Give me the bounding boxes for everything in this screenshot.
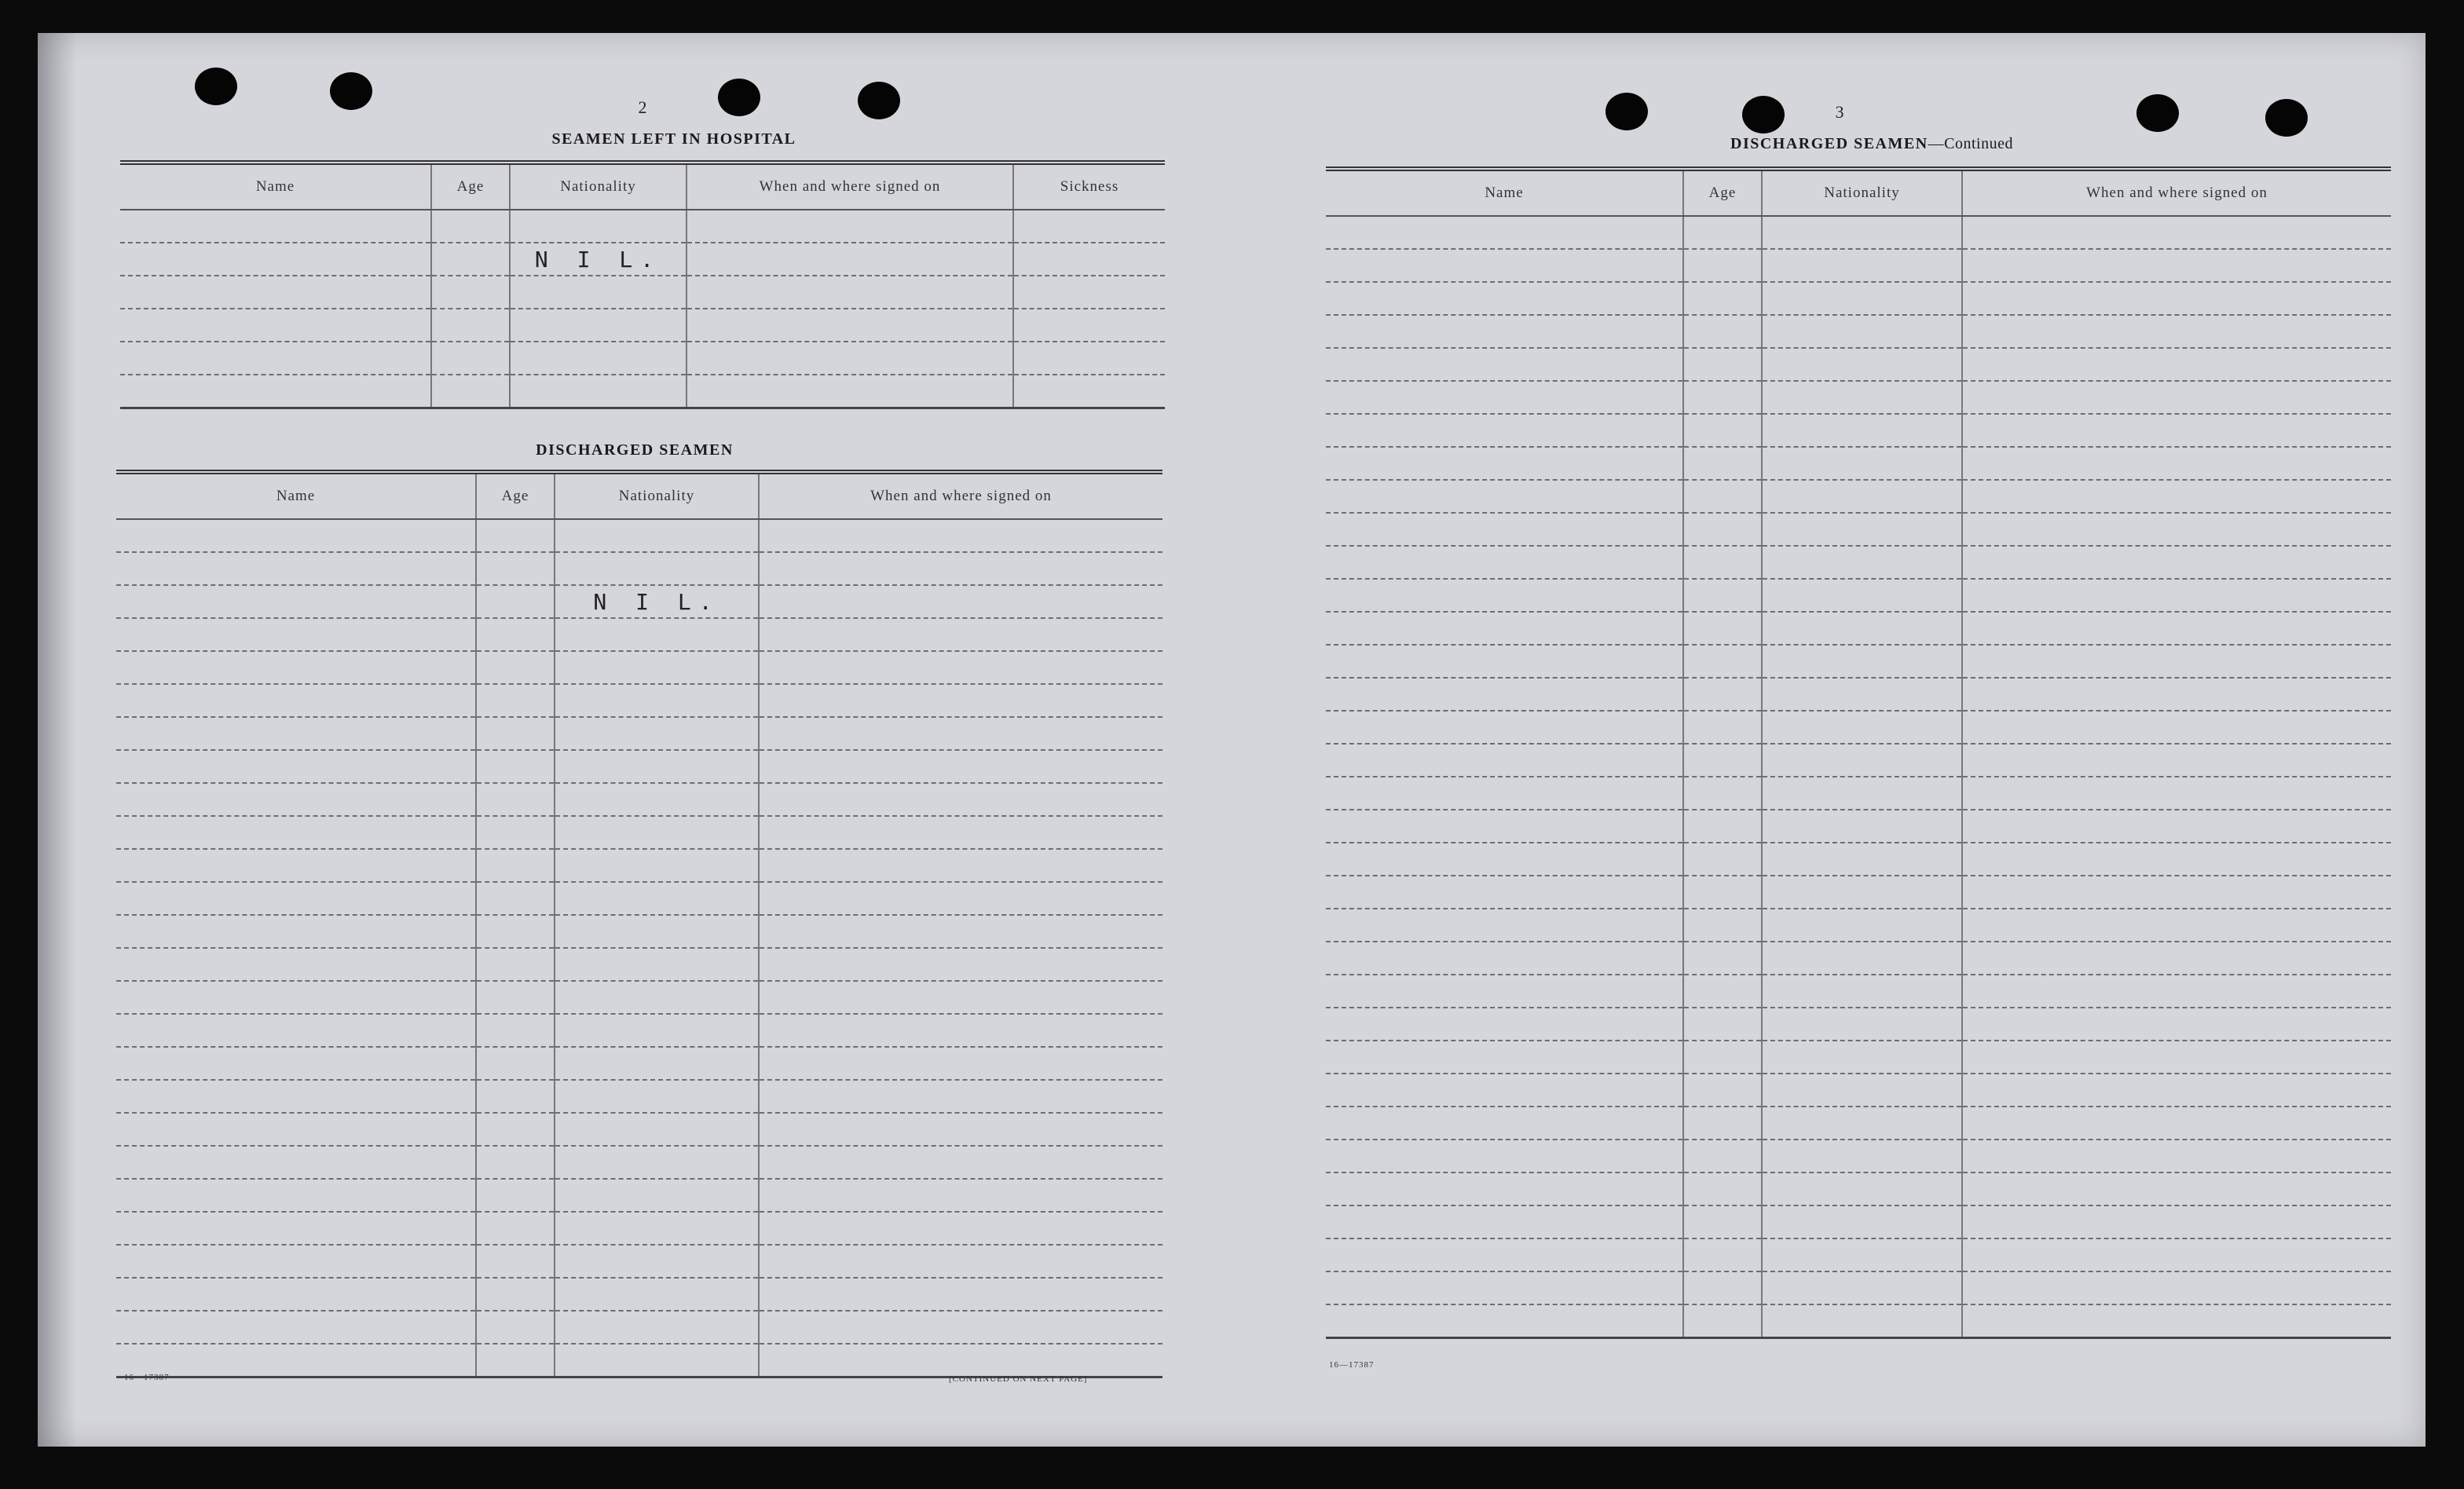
column-header-signed-on: When and where signed on — [1962, 169, 2391, 216]
punch-hole — [1605, 93, 1648, 130]
column-header-signed-on: When and where signed on — [686, 163, 1013, 210]
discharged-continued-title — [1530, 135, 2213, 153]
punch-hole — [858, 82, 900, 119]
column-header-age: Age — [431, 163, 510, 210]
column-header-age: Age — [476, 472, 555, 519]
column-header-name: Name — [116, 472, 476, 519]
page-edge-shadow — [38, 33, 77, 1447]
hospital-table — [120, 160, 1165, 409]
column-header-nationality: Nationality — [555, 472, 759, 519]
punch-hole — [718, 79, 760, 116]
form-number-right: 16—17387 — [1329, 1360, 1375, 1370]
punch-hole — [330, 72, 372, 110]
nil-entry: N I L. — [510, 243, 686, 276]
column-header-age: Age — [1683, 169, 1762, 216]
column-header-name: Name — [1326, 169, 1683, 216]
manifest-sheet — [38, 33, 2426, 1447]
discharged-table — [116, 470, 1162, 1378]
continued-note: [CONTINUED ON NEXT PAGE] — [949, 1374, 1088, 1384]
column-header-sickness: Sickness — [1013, 163, 1165, 210]
discharged-section-title: DISCHARGED SEAMEN — [536, 441, 734, 459]
column-header-name: Name — [120, 163, 431, 210]
nil-entry: N I L. — [555, 585, 759, 618]
page-number-left: 2 — [638, 97, 647, 117]
column-header-nationality: Nationality — [510, 163, 686, 210]
column-header-nationality: Nationality — [1762, 169, 1962, 216]
title-suffix: —Continued — [1928, 135, 2013, 152]
punch-hole — [1742, 96, 1785, 134]
punch-hole — [2265, 99, 2308, 137]
form-number-left: 16—17387 — [124, 1373, 170, 1382]
punch-hole — [195, 68, 237, 105]
column-header-signed-on: When and where signed on — [759, 472, 1162, 519]
punch-hole — [2136, 94, 2179, 132]
discharged-continued-table — [1326, 166, 2391, 1339]
hospital-section-title: SEAMEN LEFT IN HOSPITAL — [551, 130, 796, 148]
title-main: DISCHARGED SEAMEN — [1730, 135, 1928, 152]
page-number-right: 3 — [1835, 102, 1844, 122]
